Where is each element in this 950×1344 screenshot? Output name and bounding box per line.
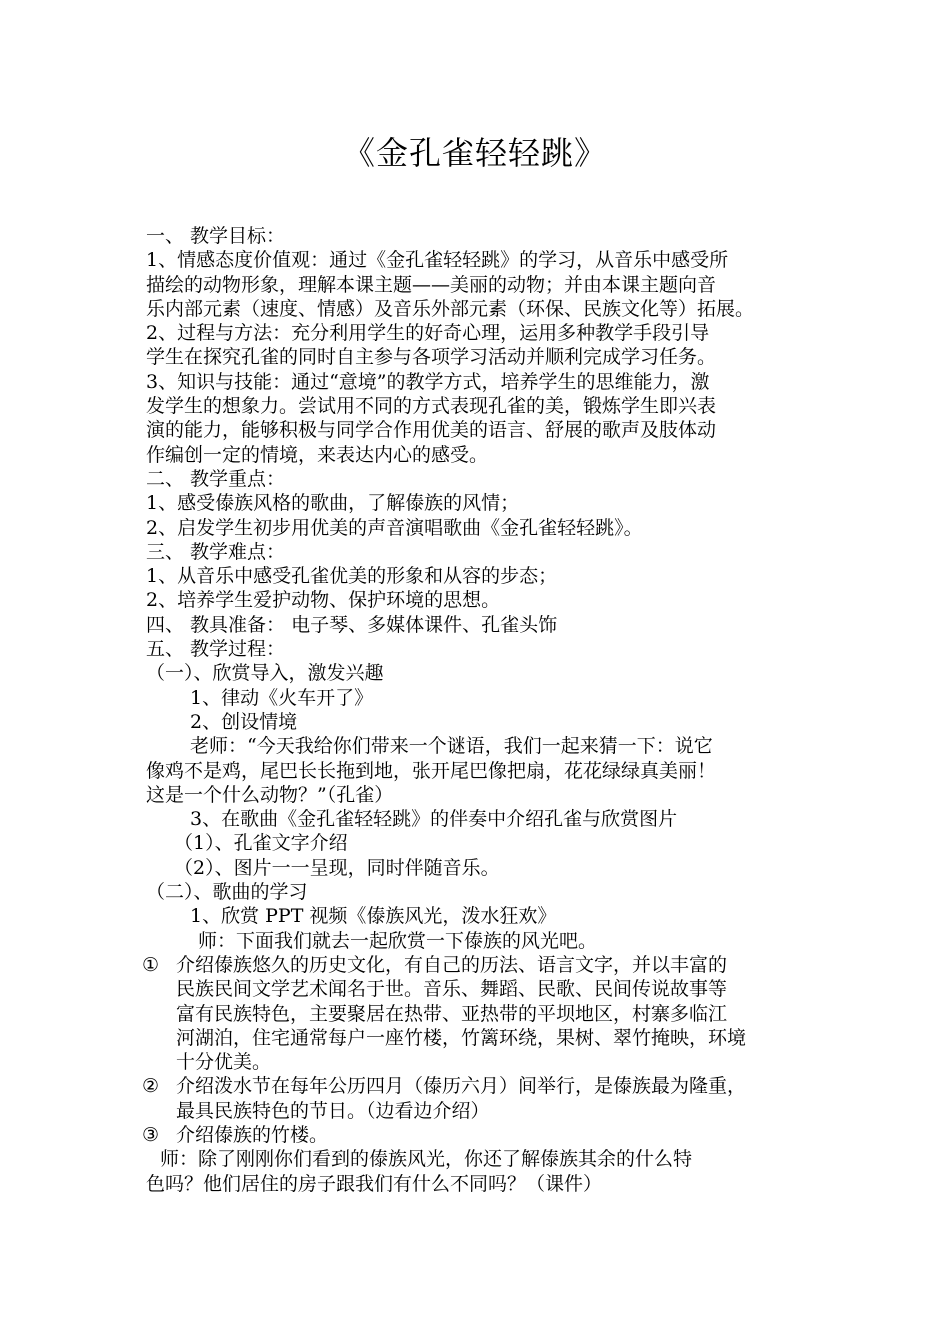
item-text: 河湖泊，住宅通常每户一座竹楼，竹篱环绕，果树、翠竹掩映，环境 xyxy=(176,1026,747,1049)
text-line: 二、 教学重点： xyxy=(146,467,286,490)
item-marker: ② xyxy=(142,1075,160,1098)
text-line: （1）、孔雀文字介绍 xyxy=(174,832,348,855)
text-line: 一、 教学目标： xyxy=(146,225,286,247)
text-line: （二）、歌曲的学习 xyxy=(146,881,308,904)
item-marker: ③ xyxy=(142,1123,160,1146)
text-line: 1、感受傣族风格的歌曲，了解傣族的风情； xyxy=(146,492,520,515)
text-line: 师：除了刚刚你们看到的傣族风光，你还了解傣族其余的什么特 xyxy=(160,1148,693,1171)
item-text: 民族民间文学艺术闻名于世。音乐、舞蹈、民歌、民间传说故事等 xyxy=(176,978,728,1001)
text-line: 3、知识与技能：通过“意境”的教学方式，培养学生的思维能力，激 xyxy=(146,370,710,393)
document-title: 《金孔雀轻轻跳》 xyxy=(342,134,607,172)
text-line: 1、欣赏 PPT 视频《傣族风光，泼水狂欢》 xyxy=(190,905,557,928)
text-line: 1、从音乐中感受孔雀优美的形象和从容的步态； xyxy=(146,565,558,588)
numbered-item-line xyxy=(146,1026,810,1050)
text-line: 1、律动《火车开了》 xyxy=(190,686,374,709)
item-text: 十分优美。 xyxy=(176,1051,272,1074)
item-text: 介绍泼水节在每年公历四月（傣历六月）间举行，是傣族最为隆重， xyxy=(176,1075,747,1098)
item-text: 介绍傣族悠久的历史文化，有自己的历法、语言文字，并以丰富的 xyxy=(176,953,728,976)
text-line: 2、过程与方法：充分利用学生的好奇心理，运用多种教学手段引导 xyxy=(146,322,710,345)
text-line: （一）、欣赏导入，激发兴趣 xyxy=(146,662,384,685)
text-line: 描绘的动物形象，理解本课主题——美丽的动物；并由本课主题向音 xyxy=(146,273,717,296)
numbered-item-line xyxy=(142,1123,810,1147)
text-line: 五、 教学过程： xyxy=(146,638,286,661)
item-text: 富有民族特色，主要聚居在热带、亚热带的平坝地区，村寨多临江 xyxy=(176,1002,728,1025)
text-line: 三、 教学难点： xyxy=(146,540,286,563)
text-line: 老师：“今天我给你们带来一个谜语，我们一起来猜一下：说它 xyxy=(190,735,713,758)
item-text: 介绍傣族的竹楼。 xyxy=(176,1123,329,1146)
numbered-item-line xyxy=(146,1002,810,1026)
numbered-item-line xyxy=(146,1099,810,1123)
text-line: 1、情感态度价值观：通过《金孔雀轻轻跳》的学习，从音乐中感受所 xyxy=(146,249,729,272)
item-marker: ① xyxy=(142,953,160,976)
numbered-item-line xyxy=(146,1050,810,1074)
text-line: 2、培养学生爱护动物、保护环境的思想。 xyxy=(146,589,501,612)
text-line: 师：下面我们就去一起欣赏一下傣族的风光吧。 xyxy=(198,929,598,952)
document-body xyxy=(142,224,810,1196)
text-line: 2、启发学生初步用优美的声音演唱歌曲《金孔雀轻轻跳》。 xyxy=(146,516,643,539)
text-line: 学生在探究孔雀的同时自主参与各项学习活动并顺利完成学习任务。 xyxy=(146,346,717,369)
text-line: 2、创设情境 xyxy=(190,710,298,733)
text-line: 发学生的想象力。尝试用不同的方式表现孔雀的美，锻炼学生即兴表 xyxy=(146,395,717,418)
numbered-item-line xyxy=(142,1074,810,1098)
numbered-item-line xyxy=(146,977,810,1001)
text-line: 像鸡不是鸡，尾巴长长拖到地，张开尾巴像把扇，花花绿绿真美丽！ xyxy=(146,759,717,782)
text-line: 作编创一定的情境，来表达内心的感受。 xyxy=(146,443,489,466)
text-line: 这是一个什么动物？”（孔雀） xyxy=(146,783,394,806)
text-line: 3、在歌曲《金孔雀轻轻跳》的伴奏中介绍孔雀与欣赏图片 xyxy=(190,808,678,831)
item-text: 最具民族特色的节日。（边看边介绍） xyxy=(176,1099,490,1122)
text-line: 乐内部元素（速度、情感）及音乐外部元素（环保、民族文化等）拓展。 xyxy=(146,297,755,320)
text-line: （2）、图片一一呈现，同时伴随音乐。 xyxy=(174,856,500,879)
numbered-item-line xyxy=(142,953,810,977)
text-line: 色吗？他们居住的房子跟我们有什么不同吗？（课件） xyxy=(146,1172,603,1195)
text-line: 四、 教具准备： 电子琴、多媒体课件、孔雀头饰 xyxy=(146,613,558,636)
text-line: 演的能力，能够积极与同学合作用优美的语言、舒展的歌声及肢体动 xyxy=(146,419,717,442)
